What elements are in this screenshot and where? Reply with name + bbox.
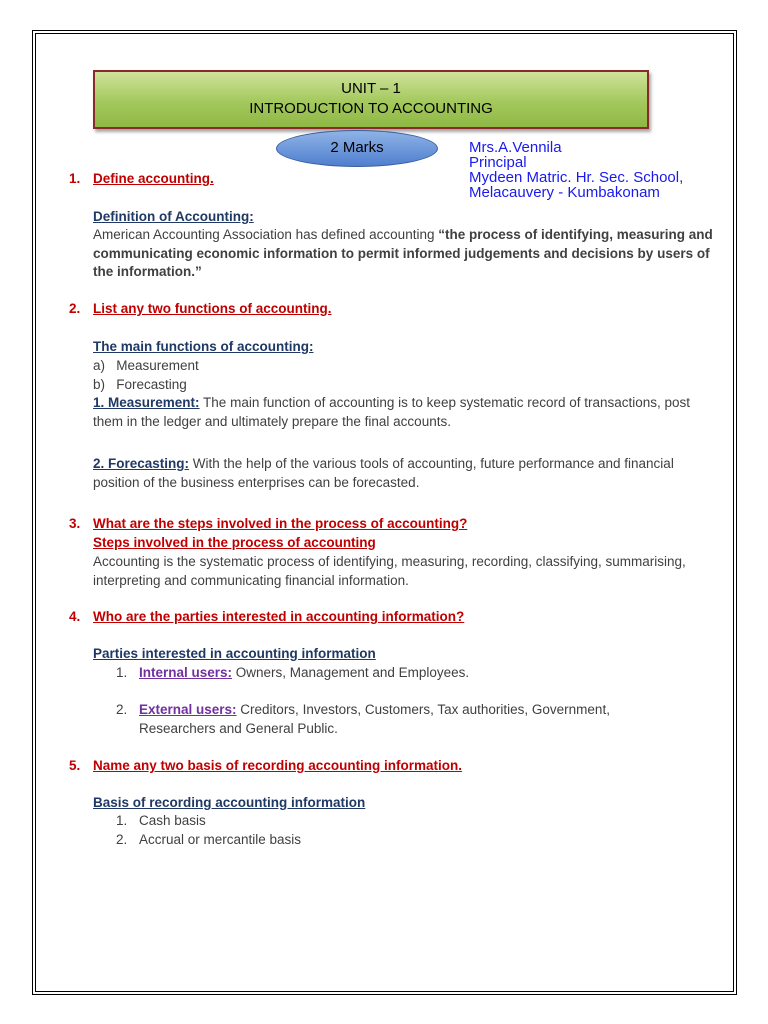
author-name: Mrs.A.Vennila — [469, 139, 562, 156]
basis-item-number: 2. — [116, 832, 128, 847]
question-number: 3. — [69, 516, 81, 531]
author-title: Principal — [469, 154, 527, 171]
question-text: Who are the parties interested in accounting information? — [93, 609, 465, 624]
question-5 — [69, 758, 463, 773]
question-3 — [69, 516, 468, 531]
question-text: List any two functions of accounting. — [93, 301, 332, 316]
definition-paragraph — [93, 226, 713, 282]
question-text: Define accounting. — [93, 171, 214, 186]
basis-heading: Basis of recording accounting information — [93, 795, 366, 810]
forecasting-text: With the help of the various tools of accounting, future performance and financial position of the business enterprises can be forecasted. — [93, 456, 674, 490]
question-4 — [69, 609, 465, 624]
author-block — [469, 140, 683, 200]
definition-intro: American Accounting Association has defined accounting — [93, 227, 439, 242]
question-number: 2. — [69, 301, 81, 316]
functions-item-b: b) Forecasting — [93, 377, 187, 392]
measurement-label: 1. Measurement: — [93, 395, 200, 410]
functions-heading: The main functions of accounting: — [93, 339, 314, 354]
question-number: 5. — [69, 758, 81, 773]
unit-title-banner — [93, 70, 649, 129]
question-text: What are the steps involved in the process of accounting? — [93, 516, 468, 531]
definition-heading: Definition of Accounting: — [93, 209, 254, 224]
internal-users-number: 1. — [116, 665, 128, 680]
definition-quote: “the process of identifying, measuring and communicating economic information to permit informed judgements and decisions by users of the information.” — [93, 227, 713, 279]
external-users-text: Creditors, Investors, Customers, Tax authorities, Government, Researchers and General Public. — [139, 702, 610, 736]
unit-title: INTRODUCTION TO ACCOUNTING — [249, 100, 493, 117]
external-users-label: External users: — [139, 702, 237, 717]
forecasting-label: 2. Forecasting: — [93, 456, 190, 471]
internal-users-label: Internal users: — [139, 665, 233, 680]
external-users-item — [139, 701, 679, 738]
internal-users-text: Owners, Management and Employees. — [232, 665, 470, 680]
parties-heading: Parties interested in accounting information — [93, 646, 376, 661]
measurement-text: The main function of accounting is to keep systematic record of transactions, post them in the ledger and ultimately prepare the final accounts. — [93, 395, 691, 429]
question-2 — [69, 301, 332, 316]
author-place: Melacauvery - Kumbakonam — [469, 184, 660, 201]
steps-paragraph: Accounting is the systematic process of identifying, measuring, recording, classifying, summarising, interpreting and communicating financial information. — [93, 554, 686, 588]
external-users-number: 2. — [116, 702, 128, 717]
question-1 — [69, 171, 214, 186]
unit-number: UNIT – 1 — [341, 80, 401, 97]
functions-item-a: a) Measurement — [93, 358, 199, 373]
forecasting-paragraph — [93, 455, 713, 492]
question-number: 4. — [69, 609, 81, 624]
basis-item: Accrual or mercantile basis — [139, 832, 302, 847]
measurement-paragraph — [93, 394, 723, 431]
internal-users-item — [139, 664, 699, 683]
steps-heading: Steps involved in the process of accounting — [93, 535, 376, 550]
basis-item: Cash basis — [139, 813, 206, 828]
question-number: 1. — [69, 171, 81, 186]
author-school: Mydeen Matric. Hr. Sec. School, — [469, 169, 684, 186]
question-text: Name any two basis of recording accounting information. — [93, 758, 463, 773]
basis-item-number: 1. — [116, 813, 128, 828]
marks-badge: 2 Marks — [276, 130, 438, 167]
